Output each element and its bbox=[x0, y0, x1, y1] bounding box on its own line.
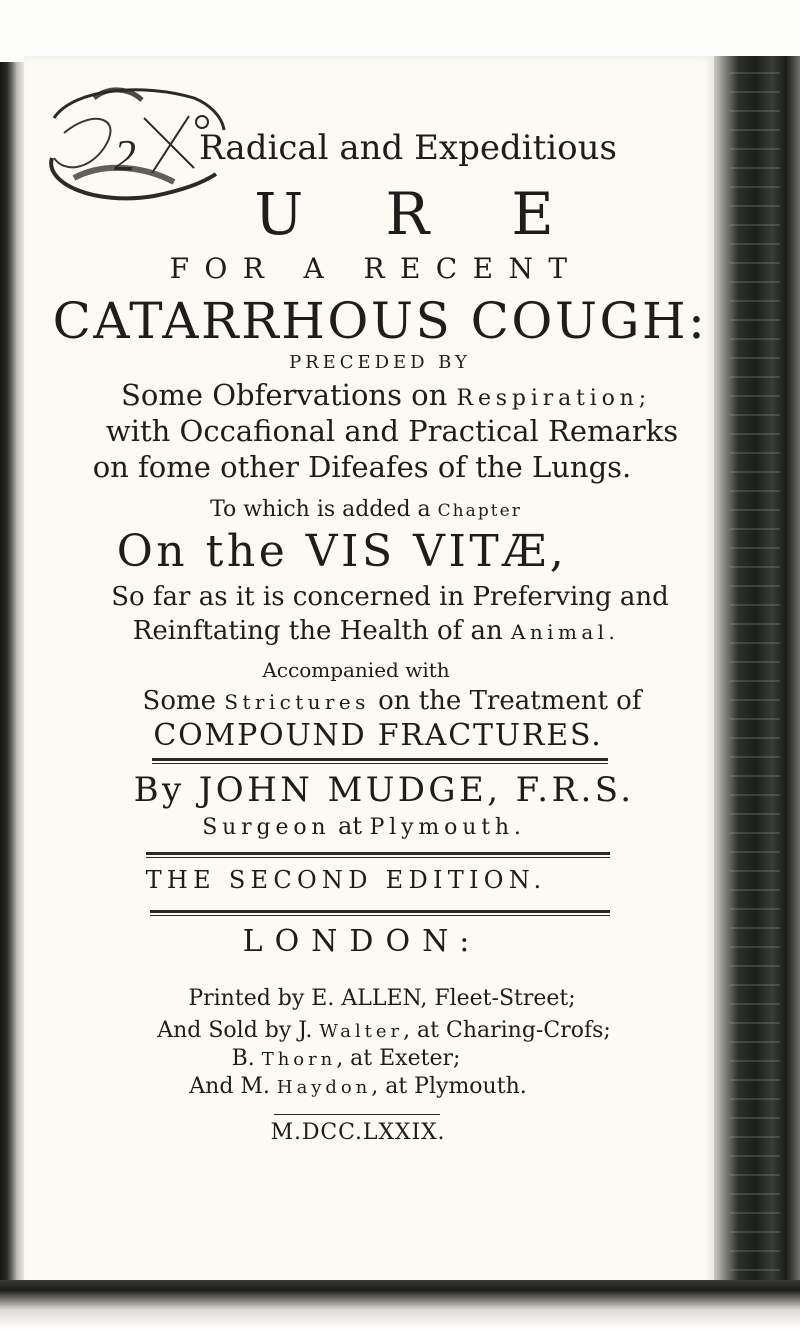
surgeon-text: Surgeon bbox=[202, 815, 331, 840]
title-line-strictures bbox=[143, 686, 642, 716]
title-line-observations bbox=[121, 378, 651, 412]
to-which-text: To which is added a bbox=[210, 497, 438, 522]
title-line-vis-vitae: On the VIS VITÆ, bbox=[116, 526, 568, 577]
walter-text: Walter bbox=[319, 1021, 404, 1042]
treatment-text: on the Treatment of bbox=[369, 686, 642, 716]
rule-3 bbox=[150, 910, 610, 913]
rule-2 bbox=[146, 852, 610, 855]
rule-4 bbox=[274, 1114, 440, 1115]
title-line-animal bbox=[133, 616, 619, 646]
bottom-shadow bbox=[0, 1280, 800, 1330]
imprint-line-3 bbox=[232, 1046, 461, 1071]
book-spine-shadow bbox=[0, 62, 24, 1302]
animal-text: Animal. bbox=[511, 620, 620, 644]
stamp-number: 2 bbox=[114, 131, 136, 180]
imprint-line-2 bbox=[157, 1018, 611, 1043]
title-line-cure: U R E bbox=[254, 180, 586, 248]
title-line-for-a-recent: FOR A RECENT bbox=[169, 252, 583, 285]
date-line: M.DCC.LXXIX. bbox=[270, 1120, 446, 1145]
thorn-text: Thorn bbox=[261, 1049, 337, 1070]
title-line-preceded-by: PRECEDED BY bbox=[289, 352, 471, 373]
some-text: Some bbox=[142, 686, 225, 716]
edition-line: THE SECOND EDITION. bbox=[145, 866, 547, 894]
and-m-text: And M. bbox=[189, 1074, 277, 1099]
strictures-text: Strictures bbox=[224, 690, 370, 714]
respiration-text: Respiration; bbox=[456, 386, 651, 411]
title-line-diseases: on fome other Difeafes of the Lungs. bbox=[92, 450, 632, 484]
title-line-1: Radical and Expeditious bbox=[199, 128, 617, 168]
reinstating-text: Reinftating the Health of an bbox=[132, 616, 512, 646]
sold-by-text: And Sold by J. bbox=[157, 1018, 320, 1043]
author-line: By JOHN MUDGE, F.R.S. bbox=[133, 770, 635, 810]
place-line: LONDON: bbox=[242, 924, 482, 959]
title-line-compound-fractures: COMPOUND FRACTURES. bbox=[153, 718, 603, 753]
charing-cross-text: , at Charing-Crofs; bbox=[403, 1018, 611, 1043]
imprint-line-4 bbox=[189, 1074, 526, 1099]
rule-1 bbox=[152, 758, 608, 761]
title-line-catarrhous-cough: CATARRHOUS COUGH: bbox=[52, 292, 708, 350]
chapter-text: Chapter bbox=[437, 501, 522, 521]
title-line-accompanied: Accompanied with bbox=[262, 658, 450, 682]
title-line-chapter bbox=[210, 497, 522, 522]
author-title-line bbox=[202, 812, 525, 840]
page-edge-texture bbox=[730, 70, 780, 1290]
plymouth-imprint-text: , at Plymouth. bbox=[371, 1074, 527, 1099]
observations-text: Some Obfervations on bbox=[121, 378, 457, 412]
b-text: B. bbox=[231, 1046, 262, 1071]
plymouth-text: Plymouth. bbox=[369, 815, 526, 840]
title-line-remarks: with Occafional and Practical Remarks bbox=[105, 414, 679, 448]
top-margin bbox=[0, 0, 800, 62]
imprint-line-1: Printed by E. ALLEN, Fleet-Street; bbox=[188, 986, 576, 1011]
title-line-preserving: So far as it is concerned in Preferving and bbox=[111, 582, 669, 612]
at-text: at bbox=[330, 812, 370, 840]
haydon-text: Haydon bbox=[276, 1077, 372, 1098]
exeter-text: , at Exeter; bbox=[336, 1046, 461, 1071]
